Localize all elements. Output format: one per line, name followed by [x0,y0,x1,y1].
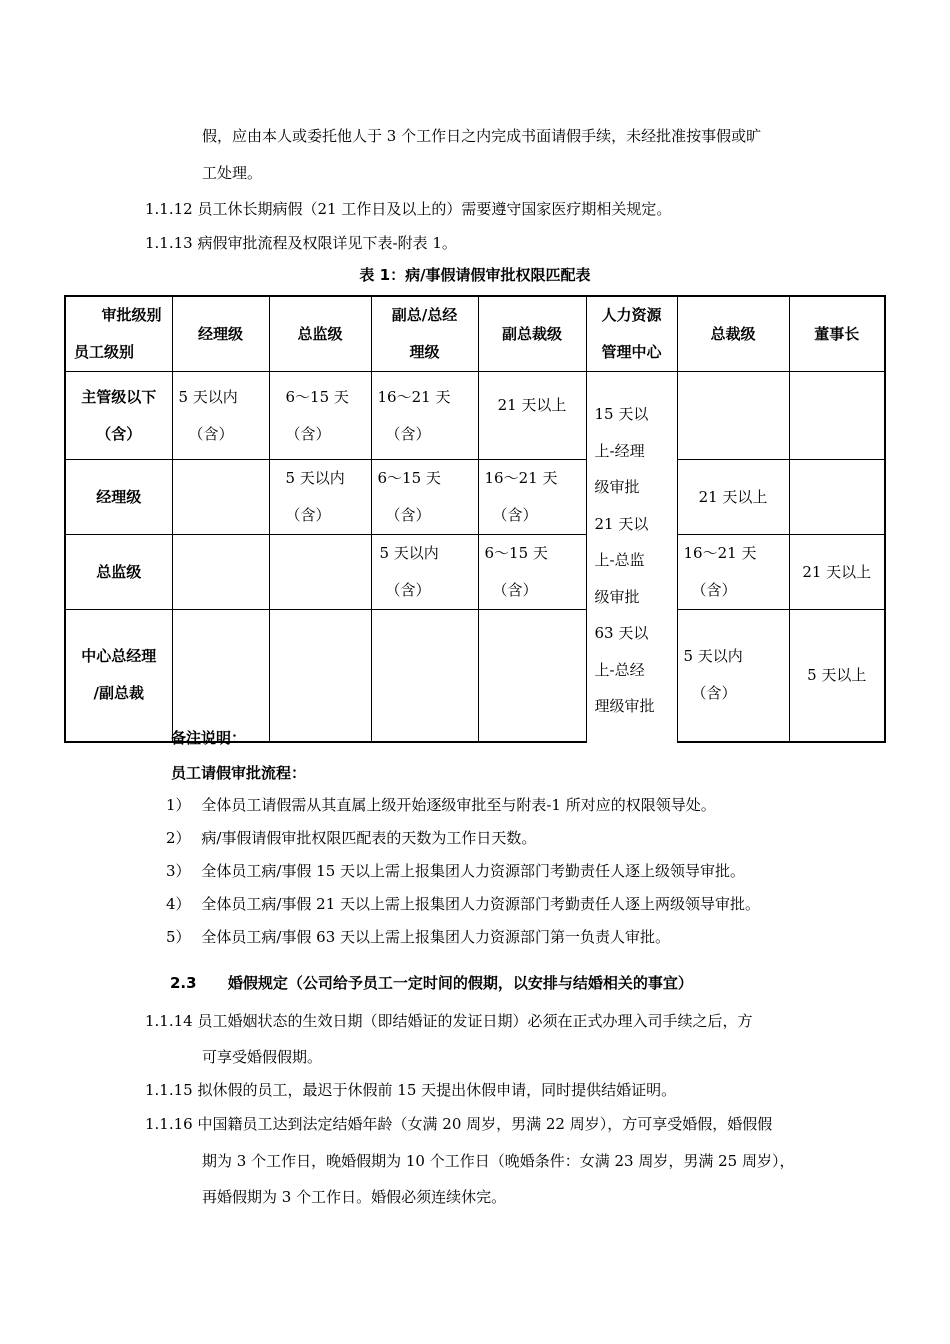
row-label-director: 总监级 [65,535,172,610]
table-cell-empty [478,610,586,742]
cell-line: 5 天以内 [683,647,743,666]
hr-center-approval-cell [586,372,677,742]
hr-line: 63 天以 [594,624,649,642]
header-svp: 副总裁级 [478,296,586,372]
item-number: 1.1.12 [145,200,193,218]
corner-header-cell [65,296,172,372]
header-line: 人力资源 [601,306,662,324]
table-cell [371,460,478,535]
header-president: 总裁级 [677,296,789,372]
item-1-1-14 [145,1011,753,1031]
note-item [166,861,745,881]
row-label-center-gm [65,610,172,742]
row-label-supervisor [65,372,172,460]
table-cell [371,372,478,460]
cell-line: （含） [285,506,331,524]
cell-line: 6～15 天 [285,387,349,406]
item-1-1-16-cont-2: 再婚假期为 3 个工作日。婚假必须连续休完。 [202,1188,507,1206]
table-cell-empty [789,460,885,535]
cell-line: （含） [285,424,331,443]
item-text: 员工休长期病假（21 工作日及以上的）需要遵守国家医疗期相关规定。 [197,200,672,218]
corner-top-label: 审批级别 [101,306,162,324]
header-row [65,296,885,372]
corner-bottom-label: 员工级别 [74,343,135,361]
hr-line: 21 天以 [594,514,649,533]
item-1-1-15 [145,1080,676,1100]
header-vp-gm [371,296,478,372]
cell-line: （含） [188,424,234,443]
cell-line: 5 天以内 [178,387,238,406]
table-cell: 21 天以上 [677,460,789,535]
item-number: 1.1.13 [145,234,193,252]
hr-line: 级审批 [594,478,640,496]
cell-line: 6～15 天 [484,544,548,562]
notes-subtitle: 员工请假审批流程： [171,764,307,782]
table-cell-empty [172,535,269,610]
section-number: 2.3 [170,974,197,992]
note-text: 全体员工请假需从其直属上级开始逐级审批至与附表-1 所对应的权限领导处。 [201,796,716,814]
cell-line: 16～21 天 [683,544,757,562]
header-line: 副总/总经 [391,306,458,324]
table-cell-empty [269,535,371,610]
note-number: 1） [166,796,191,814]
header-hr-center [586,296,677,372]
row-label-line: （含） [96,424,142,443]
intro-line-1: 假，应由本人或委托他人于 3 个工作日之内完成书面请假手续，未经批准按事假或旷 [202,127,762,145]
table-cell-empty [269,610,371,742]
table-cell: 21 天以上 [478,372,586,460]
hr-line: 级审批 [594,587,640,606]
item-number: 1.1.15 [145,1081,193,1099]
table-caption: 表 1：病/事假请假审批权限匹配表 [359,266,591,284]
item-number: 1.1.16 [145,1115,193,1133]
header-director: 总监级 [269,296,371,372]
note-number: 2） [166,829,191,847]
item-1-1-16 [145,1114,772,1134]
item-number: 1.1.14 [145,1012,193,1030]
table-cell [478,460,586,535]
table-cell-empty [677,372,789,460]
item-1-1-13 [145,233,457,253]
cell-line: （含） [691,684,737,703]
intro-line-2: 工处理。 [202,164,263,182]
cell-line: （含） [492,506,538,524]
table-cell [677,535,789,610]
note-number: 4） [166,895,191,913]
item-1-1-16-cont-1: 期为 3 个工作日，晚婚假期为 10 个工作日（晚婚条件：女满 23 周岁，男满 25 周岁）， [202,1152,795,1170]
item-text: 病假审批流程及权限详见下表-附表 1。 [197,234,457,252]
cell-line: （含） [385,424,431,443]
table-cell [269,460,371,535]
table-cell-empty [172,460,269,535]
item-1-1-12 [145,199,671,219]
approval-matrix-table [64,295,886,743]
table-row [65,610,885,742]
table-row [65,460,885,535]
table-cell [371,535,478,610]
cell-line: （含） [385,581,431,599]
note-item [166,828,536,848]
header-chairman: 董事长 [789,296,885,372]
hr-line: 上-总监 [594,551,645,569]
section-title: 婚假规定（公司给予员工一定时间的假期，以安排与结婚相关的事宜） [227,974,693,992]
note-text: 全体员工病/事假 63 天以上需上报集团人力资源部门第一负责人审批。 [201,928,671,946]
row-label-line: 主管级以下 [81,387,157,406]
cell-line: 16～21 天 [484,469,558,487]
item-1-1-14-cont: 可享受婚假假期。 [202,1048,323,1066]
section-heading [170,973,693,993]
cell-line: （含） [691,581,737,599]
header-manager: 经理级 [172,296,269,372]
note-number: 5） [166,928,191,946]
note-item [166,894,760,914]
hr-line: 上-总经 [594,660,645,679]
hr-line: 15 天以 [594,405,649,423]
item-text: 中国籍员工达到法定结婚年龄（女满 20 周岁，男满 22 周岁），方可享受婚假，婚假假 [197,1115,773,1133]
header-line: 管理中心 [601,343,662,361]
table-cell-empty [371,610,478,742]
cell-line: （含） [492,581,538,599]
note-text: 全体员工病/事假 15 天以上需上报集团人力资源部门考勤责任人逐上级领导审批。 [201,862,746,880]
table-row [65,372,885,460]
note-number: 3） [166,862,191,880]
table-cell [172,372,269,460]
table-cell [269,372,371,460]
row-label-line: /副总裁 [93,684,144,703]
note-item [166,927,670,947]
item-text: 员工婚姻状态的生效日期（即结婚证的发证日期）必须在正式办理入司手续之后，方 [197,1012,753,1030]
table-row [65,535,885,610]
cell-line: 5 天以内 [379,544,439,562]
note-text: 病/事假请假审批权限匹配表的天数为工作日天数。 [201,829,537,847]
cell-line: （含） [385,506,431,524]
cell-line: 16～21 天 [377,387,451,406]
note-text: 全体员工病/事假 21 天以上需上报集团人力资源部门考勤责任人逐上两级领导审批。 [201,895,761,913]
table-cell: 5 天以上 [789,610,885,742]
item-text: 拟休假的员工，最迟于休假前 15 天提出休假申请，同时提供结婚证明。 [197,1081,677,1099]
table-cell: 21 天以上 [789,535,885,610]
note-item [166,795,716,815]
row-label-line: 中心总经理 [81,647,157,666]
hr-line: 理级审批 [594,697,655,715]
cell-line: 5 天以内 [285,469,345,487]
table-cell-empty [172,610,269,742]
table-cell-empty [789,372,885,460]
table-cell [478,535,586,610]
hr-line: 上-经理 [594,441,645,460]
table-cell [677,610,789,742]
notes-title: 备注说明： [171,729,247,747]
cell-line: 6～15 天 [377,469,441,487]
row-label-manager: 经理级 [65,460,172,535]
header-line: 理级 [409,343,440,361]
